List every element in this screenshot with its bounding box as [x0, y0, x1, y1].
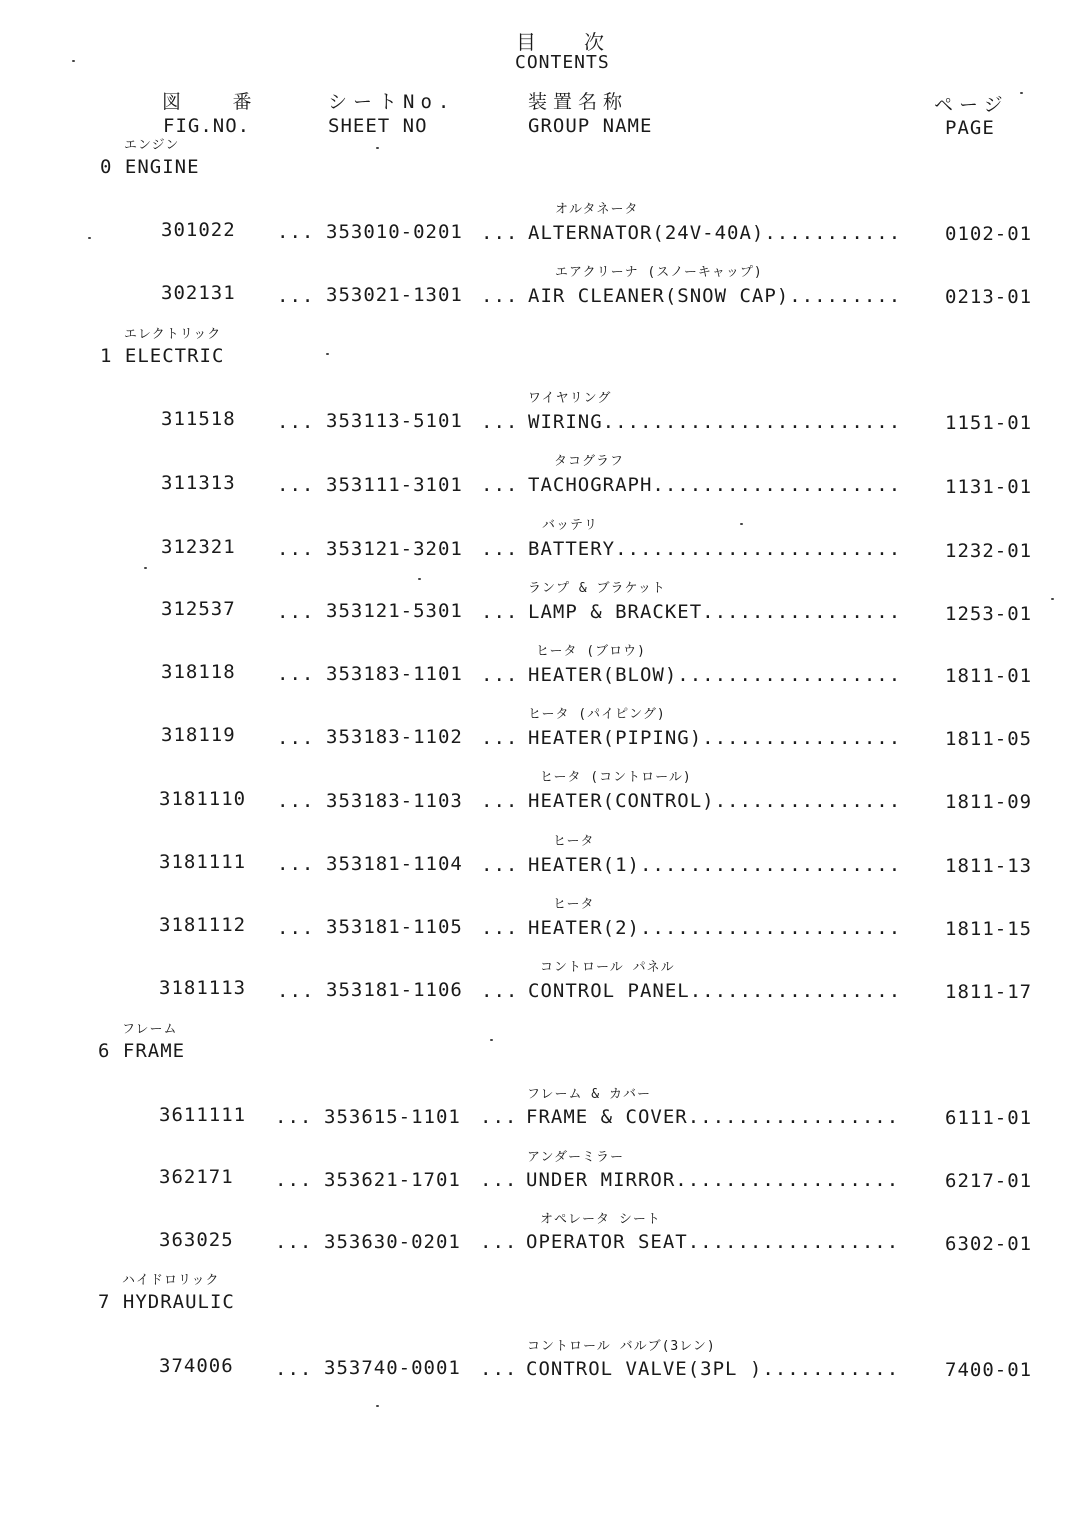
- sheet-no: 353113-5101: [326, 410, 463, 432]
- leader-dots: ...: [481, 411, 519, 433]
- sheet-no: 353615-1101: [324, 1106, 461, 1128]
- leader-dots: ...: [277, 221, 315, 243]
- page-no: 6217-01: [945, 1170, 1033, 1192]
- sheet-no: 353630-0201: [324, 1231, 461, 1253]
- page-no: 1253-01: [945, 603, 1033, 625]
- sheet-no: 353181-1106: [326, 979, 463, 1001]
- header-group: GROUP NAME: [528, 115, 653, 137]
- leader-dots: ...: [277, 601, 315, 623]
- group-name-jp: アンダーミラー: [527, 1150, 624, 1165]
- group-name-jp: バッテリ: [542, 518, 599, 533]
- leader-dots: ...: [481, 727, 519, 749]
- leader-dots: ...: [481, 790, 519, 812]
- group-name-jp: ヒータ (ブロウ): [536, 644, 646, 659]
- page-no: 1811-15: [945, 918, 1033, 940]
- section-label: 1 ELECTRIC: [100, 345, 225, 367]
- fig-no: 311313: [161, 472, 236, 494]
- group-name: BATTERY.......................: [528, 538, 902, 560]
- header-page: PAGE: [945, 117, 995, 139]
- section-jp: ハイドロリック: [122, 1273, 220, 1288]
- scan-speck: [1051, 598, 1054, 600]
- fig-no: 3181110: [159, 788, 247, 810]
- sheet-no: 353621-1701: [324, 1169, 461, 1191]
- page-no: 6302-01: [945, 1233, 1033, 1255]
- scan-speck: [88, 237, 91, 239]
- sheet-no: 353183-1102: [326, 726, 463, 748]
- page-no: 1131-01: [945, 476, 1033, 498]
- section-jp: エレクトリック: [124, 327, 222, 342]
- sheet-no: 353121-5301: [326, 600, 463, 622]
- fig-no: 312321: [161, 536, 236, 558]
- leader-dots: ...: [277, 917, 315, 939]
- section-label: 0 ENGINE: [100, 156, 200, 178]
- leader-dots: ...: [277, 538, 315, 560]
- section-label: 6 FRAME: [98, 1040, 186, 1062]
- scan-speck: [326, 353, 329, 355]
- leader-dots: ...: [277, 853, 315, 875]
- group-name-jp: ランプ & ブラケット: [528, 581, 666, 596]
- sheet-no: 353183-1101: [326, 663, 463, 685]
- leader-dots: ...: [481, 474, 519, 496]
- leader-dots: ...: [480, 1231, 518, 1253]
- group-name: WIRING........................: [528, 411, 902, 433]
- group-name-jp: ヒータ (パイピング): [528, 707, 666, 722]
- leader-dots: ...: [481, 664, 519, 686]
- scan-speck: [418, 578, 421, 580]
- group-name: HEATER(2).....................: [528, 917, 902, 939]
- leader-dots: ...: [481, 538, 519, 560]
- page-no: 1811-13: [945, 855, 1033, 877]
- sheet-no: 353740-0001: [324, 1357, 461, 1379]
- sheet-no: 353010-0201: [326, 221, 463, 243]
- scan-speck: [376, 147, 379, 149]
- group-name-jp: フレーム & カバー: [527, 1087, 651, 1102]
- header-group-jp: 装置名称: [528, 91, 629, 113]
- header-fig: FIG.NO.: [163, 115, 251, 137]
- leader-dots: ...: [277, 727, 315, 749]
- fig-no: 362171: [159, 1166, 234, 1188]
- page-no: 7400-01: [945, 1359, 1033, 1381]
- group-name: HEATER(CONTROL)...............: [528, 790, 902, 812]
- page-no: 0213-01: [945, 286, 1033, 308]
- group-name-jp: ヒータ (コントロール): [540, 770, 692, 785]
- leader-dots: ...: [275, 1169, 313, 1191]
- group-name-jp: コントロール パネル: [540, 960, 675, 975]
- fig-no: 311518: [161, 408, 236, 430]
- fig-no: 3181113: [159, 977, 247, 999]
- leader-dots: ...: [481, 917, 519, 939]
- leader-dots: ...: [480, 1358, 518, 1380]
- leader-dots: ...: [275, 1358, 313, 1380]
- header-page-jp: ページ: [934, 94, 1009, 116]
- page-no: 1811-01: [945, 665, 1033, 687]
- fig-no: 3611111: [159, 1104, 247, 1126]
- sheet-no: 353021-1301: [326, 284, 463, 306]
- scan-speck: [740, 523, 743, 525]
- section-label: 7 HYDRAULIC: [98, 1291, 235, 1313]
- sheet-no: 353181-1105: [326, 916, 463, 938]
- group-name: UNDER MIRROR..................: [526, 1169, 900, 1191]
- section-jp: エンジン: [124, 138, 180, 153]
- leader-dots: ...: [277, 663, 315, 685]
- sheet-no: 353181-1104: [326, 853, 463, 875]
- group-name-jp: エアクリーナ (スノーキャップ): [555, 265, 763, 280]
- fig-no: 312537: [161, 598, 236, 620]
- header-fig-jp: 図 番: [162, 91, 272, 113]
- scan-speck: [1020, 92, 1023, 94]
- fig-no: 301022: [161, 219, 236, 241]
- leader-dots: ...: [277, 474, 315, 496]
- group-name: CONTROL VALVE(3PL )...........: [526, 1358, 900, 1380]
- page-no: 1811-17: [945, 981, 1033, 1003]
- leader-dots: ...: [275, 1231, 313, 1253]
- leader-dots: ...: [481, 285, 519, 307]
- leader-dots: ...: [480, 1169, 518, 1191]
- sheet-no: 353183-1103: [326, 790, 463, 812]
- group-name: ALTERNATOR(24V-40A)...........: [528, 222, 902, 244]
- scan-speck: [72, 60, 75, 62]
- fig-no: 374006: [159, 1355, 234, 1377]
- group-name-jp: オルタネータ: [555, 202, 639, 217]
- leader-dots: ...: [277, 411, 315, 433]
- page-no: 1232-01: [945, 540, 1033, 562]
- group-name: FRAME & COVER.................: [526, 1106, 900, 1128]
- scan-speck: [376, 1405, 379, 1407]
- fig-no: 302131: [161, 282, 236, 304]
- group-name-jp: コントロール バルブ(3レン): [527, 1339, 716, 1354]
- group-name-jp: オペレータ シート: [540, 1212, 661, 1227]
- group-name-jp: ワイヤリング: [528, 391, 612, 406]
- leader-dots: ...: [480, 1106, 518, 1128]
- group-name-jp: ヒータ: [553, 897, 595, 912]
- page-no: 6111-01: [945, 1107, 1033, 1129]
- sheet-no: 353121-3201: [326, 538, 463, 560]
- fig-no: 3181112: [159, 914, 247, 936]
- fig-no: 363025: [159, 1229, 234, 1251]
- fig-no: 318119: [161, 724, 236, 746]
- page-no: 0102-01: [945, 223, 1033, 245]
- leader-dots: ...: [481, 854, 519, 876]
- leader-dots: ...: [277, 980, 315, 1002]
- page-no: 1811-09: [945, 791, 1033, 813]
- fig-no: 318118: [161, 661, 236, 683]
- scan-speck: [144, 567, 147, 569]
- header-sheet-jp: シートNo.: [328, 91, 456, 113]
- group-name: CONTROL PANEL.................: [528, 980, 902, 1002]
- leader-dots: ...: [481, 222, 519, 244]
- title-jp: 目 次: [516, 30, 623, 54]
- leader-dots: ...: [481, 601, 519, 623]
- fig-no: 3181111: [159, 851, 247, 873]
- scan-speck: [490, 1039, 493, 1041]
- group-name: HEATER(BLOW)..................: [528, 664, 902, 686]
- page-no: 1811-05: [945, 728, 1033, 750]
- group-name: AIR CLEANER(SNOW CAP).........: [528, 285, 902, 307]
- page-no: 1151-01: [945, 412, 1033, 434]
- header-sheet: SHEET NO: [328, 115, 428, 137]
- group-name: LAMP & BRACKET................: [528, 601, 902, 623]
- group-name: TACHOGRAPH....................: [528, 474, 902, 496]
- leader-dots: ...: [277, 285, 315, 307]
- section-jp: フレーム: [122, 1022, 178, 1037]
- leader-dots: ...: [481, 980, 519, 1002]
- title-en: CONTENTS: [515, 52, 610, 73]
- group-name: HEATER(1).....................: [528, 854, 902, 876]
- leader-dots: ...: [275, 1106, 313, 1128]
- group-name: OPERATOR SEAT.................: [526, 1231, 900, 1253]
- leader-dots: ...: [277, 790, 315, 812]
- group-name-jp: ヒータ: [553, 834, 595, 849]
- group-name: HEATER(PIPING)................: [528, 727, 902, 749]
- sheet-no: 353111-3101: [326, 474, 463, 496]
- group-name-jp: タコグラフ: [554, 454, 625, 469]
